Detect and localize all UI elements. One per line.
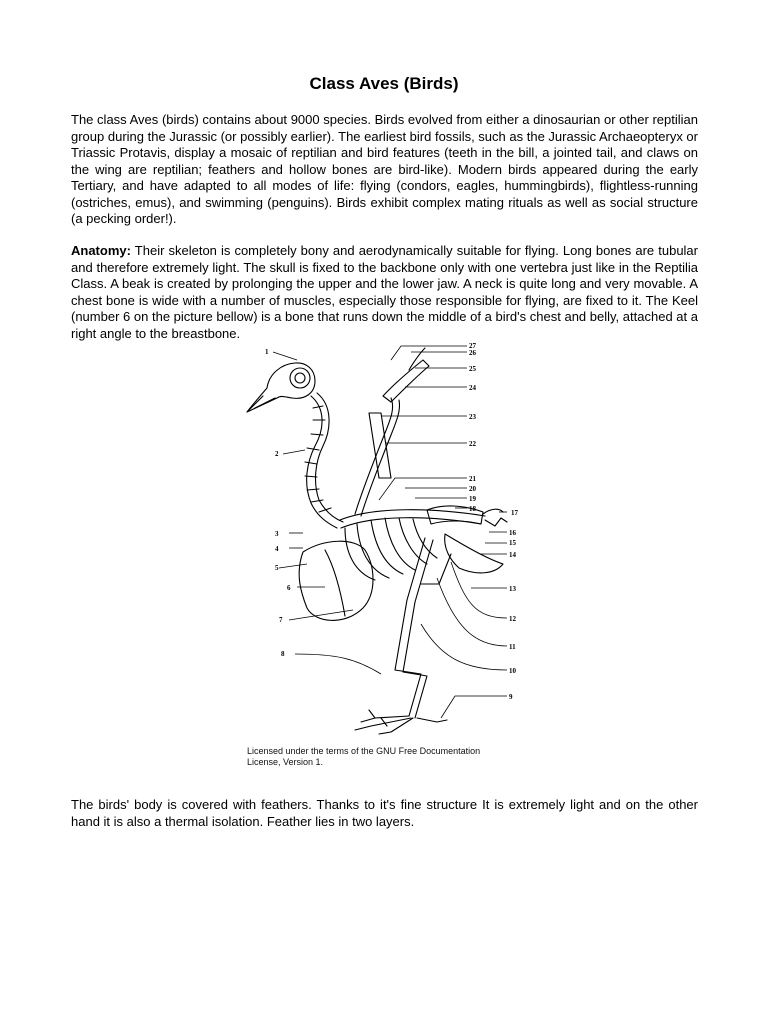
label-19: 19 bbox=[469, 495, 476, 503]
label-5: 5 bbox=[275, 564, 279, 572]
feathers-paragraph: The birds' body is covered with feathers. Thanks to it's fine structure It is extremely light and on the other hand it is also a thermal isolation. Feather lies in two layers. bbox=[71, 797, 698, 829]
label-7: 7 bbox=[279, 616, 283, 624]
anatomy-text: Their skeleton is completely bony and aerodynamically suitable for flying. Long bones are tubular and therefore extremely light. The skull is fixed to the backbone only with one vertebra just like in the Reptilia Class. A beak is created by prolonging the upper and the lower jaw. A neck is quite long and very movable. A chest bone is wide with a number of muscles, especially those responsible for flying, are fixed to it. The Keel (number 6 on the picture bellow) is a bone that runs down the middle of a bird's chest and belly, attached at a right angle to the breastbone. bbox=[71, 243, 698, 341]
label-20: 20 bbox=[469, 485, 476, 493]
label-25: 25 bbox=[469, 365, 476, 373]
label-27: 27 bbox=[469, 342, 476, 350]
label-4: 4 bbox=[275, 545, 279, 553]
label-11: 11 bbox=[509, 643, 516, 651]
label-12: 12 bbox=[509, 615, 516, 623]
label-15: 15 bbox=[509, 539, 516, 547]
caption-line-2: License, Version 1. bbox=[247, 756, 324, 767]
label-24: 24 bbox=[469, 384, 476, 392]
bird-skeleton-figure bbox=[245, 338, 535, 738]
label-23: 23 bbox=[469, 413, 476, 421]
label-17: 17 bbox=[511, 509, 518, 517]
anatomy-paragraph bbox=[71, 243, 698, 342]
label-1: 1 bbox=[265, 348, 269, 356]
label-10: 10 bbox=[509, 667, 516, 675]
bird-skeleton-illustration bbox=[245, 338, 535, 738]
label-2: 2 bbox=[275, 450, 279, 458]
anatomy-heading: Anatomy: bbox=[71, 243, 131, 258]
label-18: 18 bbox=[469, 505, 476, 513]
label-14: 14 bbox=[509, 551, 516, 559]
label-16: 16 bbox=[509, 529, 516, 537]
caption-line-1: Licensed under the terms of the GNU Free Documentation bbox=[247, 746, 481, 756]
page-title: Class Aves (Birds) bbox=[309, 74, 459, 93]
figure-caption bbox=[247, 746, 527, 767]
label-26: 26 bbox=[469, 349, 476, 357]
label-21: 21 bbox=[469, 475, 476, 483]
label-9: 9 bbox=[509, 693, 513, 701]
label-13: 13 bbox=[509, 585, 516, 593]
label-3: 3 bbox=[275, 530, 279, 538]
intro-paragraph: The class Aves (birds) contains about 9000 species. Birds evolved from either a dinosaurian or other reptilian group during the Jurassic (or possibly earlier). The earliest bird fossils, such as the Jurassic Archaeopteryx or Triassic Protavis, display a mosaic of reptilian and bird features (teeth in the bill, a jointed tail, and claws on the wing are reptilian; feathers and hollow bones are bird-like). Modern birds appeared during the early Tertiary, and have adapted to all modes of life: flying (condors, eagles, hummingbirds), flightless-running (ostriches, emus), and swimming (penguins). Birds exhibit complex mating rituals as well as social structure (a pecking order!). bbox=[71, 112, 698, 226]
label-8: 8 bbox=[281, 650, 285, 658]
label-6: 6 bbox=[287, 584, 291, 592]
label-22: 22 bbox=[469, 440, 476, 448]
